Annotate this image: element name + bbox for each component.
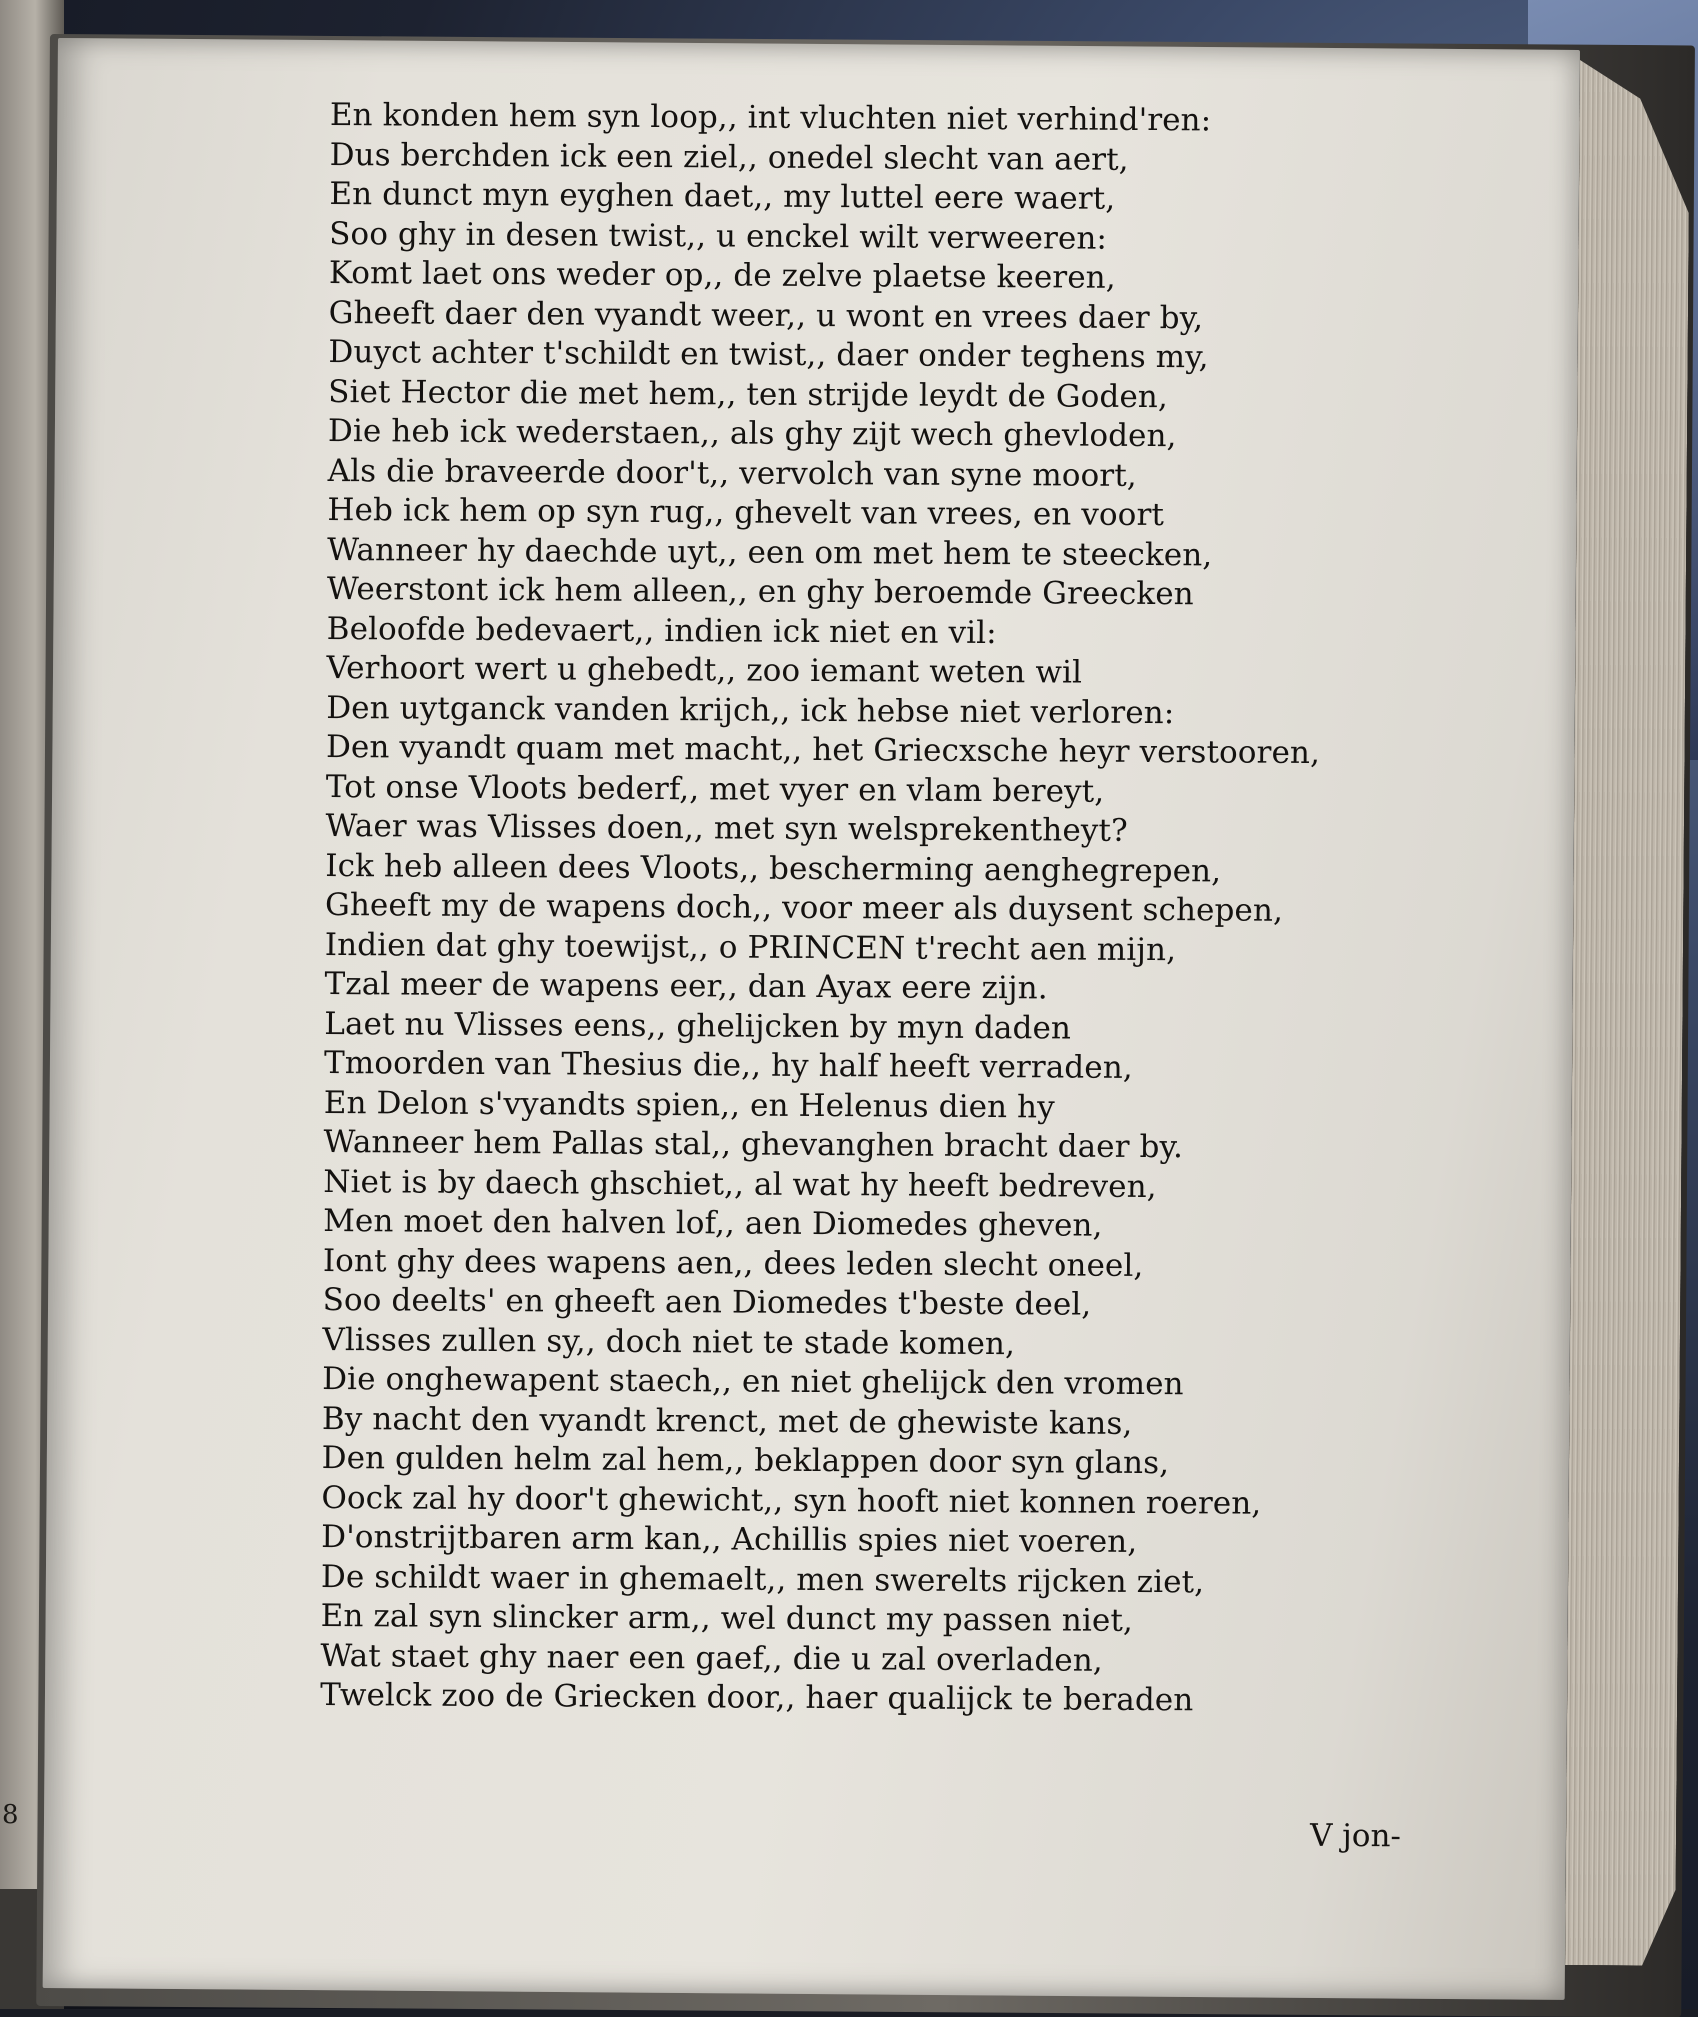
verse-line: Waer was Vlisses doen,, met syn welsprekentheyt? bbox=[325, 807, 1128, 849]
verse-line: Heb ick hem op syn rug,, ghevelt van vrees, en voort bbox=[327, 491, 1165, 534]
verse-line: En konden hem syn loop,, int vluchten niet verhind'ren: bbox=[329, 96, 1212, 139]
verse-line: Gheeft daer den vyandt weer,, u wont en vrees daer by, bbox=[328, 294, 1204, 336]
verse-line: Soo ghy in desen twist,, u enckel wilt verweeren: bbox=[329, 215, 1108, 257]
left-page-mark: 8 bbox=[2, 1800, 19, 1830]
verse-line: Wanneer hem Pallas stal,, ghevanghen bracht daer by. bbox=[323, 1123, 1184, 1166]
verse-line: Tzal meer de wapens eer,, dan Ayax eere zijn. bbox=[324, 965, 1048, 1007]
verse-line: Den vyandt quam met macht,, het Griecxsche heyr verstooren, bbox=[325, 728, 1321, 772]
verse-line: Twelck zoo de Griecken door,, haer qualijck te beraden bbox=[320, 1676, 1194, 1719]
verse-line: Niet is by daech ghschiet,, al wat hy heeft bedreven, bbox=[323, 1163, 1157, 1205]
catchword: V jon- bbox=[1309, 1817, 1402, 1855]
verse-line: En zal syn slincker arm,, wel dunct my passen niet, bbox=[320, 1597, 1134, 1639]
verse-line: Oock zal hy door't ghewicht,, syn hooft niet konnen roeren, bbox=[321, 1479, 1262, 1522]
verse-line: Indien dat ghy toewijst,, o PRINCEN t'recht aen mijn, bbox=[324, 926, 1177, 968]
verse-block bbox=[320, 96, 1370, 1722]
verse-line: Dus berchden ick een ziel,, onedel slecht van aert, bbox=[329, 136, 1129, 178]
verse-line: Wanneer hy daechde uyt,, een om met hem te steecken, bbox=[327, 531, 1213, 573]
verse-line: Duyct achter t'schildt en twist,, daer onder teghens my, bbox=[328, 333, 1209, 376]
verse-line: Beloofde bedevaert,, indien ick niet en vil: bbox=[326, 610, 997, 651]
verse-line: Soo deelts' en gheeft aen Diomedes t'beste deel, bbox=[322, 1281, 1092, 1323]
verse-line: By nacht den vyandt krenct, met de ghewiste kans, bbox=[321, 1400, 1133, 1442]
verse-line: Die heb ick wederstaen,, als ghy zijt wech ghevloden, bbox=[327, 412, 1177, 455]
verse-line: Tmoorden van Thesius die,, hy half heeft verraden, bbox=[323, 1044, 1133, 1086]
verse-line: Men moet den halven lof,, aen Diomedes gheven, bbox=[323, 1202, 1103, 1244]
verse-line: Laet nu Vlisses eens,, ghelijcken by myn daden bbox=[324, 1005, 1072, 1047]
verse-line: Ick heb alleen dees Vloots,, bescherming aenghegrepen, bbox=[325, 847, 1222, 889]
verse-line: D'onstrijtbaren arm kan,, Achillis spies niet voeren, bbox=[321, 1518, 1138, 1560]
verse-line: Komt laet ons weder op,, de zelve plaetse keeren, bbox=[328, 254, 1116, 296]
verse-line: Verhoort wert u ghebedt,, zoo iemant weten wil bbox=[326, 649, 1083, 691]
verse-line: Iont ghy dees wapens aen,, dees leden slecht oneel, bbox=[322, 1242, 1144, 1284]
verse-line: Den gulden helm zal hem,, beklappen door syn glans, bbox=[321, 1439, 1170, 1482]
verse-line: Die onghewapent staech,, en niet ghelijck den vromen bbox=[322, 1360, 1184, 1403]
verse-line: Gheeft my de wapens doch,, voor meer als duysent schepen, bbox=[324, 886, 1284, 929]
page-edges bbox=[1565, 60, 1690, 1966]
verse-line: Siet Hector die met hem,, ten strijde leydt de Goden, bbox=[328, 373, 1169, 415]
verse-line: Vlisses zullen sy,, doch niet te stade komen, bbox=[322, 1321, 1016, 1362]
verse-line: Wat staet ghy naer een gaef,, die u zal overladen, bbox=[320, 1637, 1103, 1679]
verse-line: En dunct myn eyghen daet,, my luttel eere waert, bbox=[329, 175, 1116, 217]
verse-line: Als die braveerde door't,, vervolch van syne moort, bbox=[327, 452, 1137, 494]
verse-line: Tot onse Vloots bederf,, met vyer en vlam bereyt, bbox=[325, 768, 1105, 810]
verse-line: Weerstont ick hem alleen,, en ghy beroemde Greecken bbox=[326, 570, 1194, 613]
verse-line: De schildt waer in ghemaelt,, men swerelts rijcken ziet, bbox=[320, 1558, 1205, 1600]
verse-line: En Delon s'vyandts spien,, en Helenus dien hy bbox=[323, 1084, 1055, 1125]
verse-line: Den uytganck vanden krijch,, ick hebse niet verloren: bbox=[326, 689, 1175, 731]
